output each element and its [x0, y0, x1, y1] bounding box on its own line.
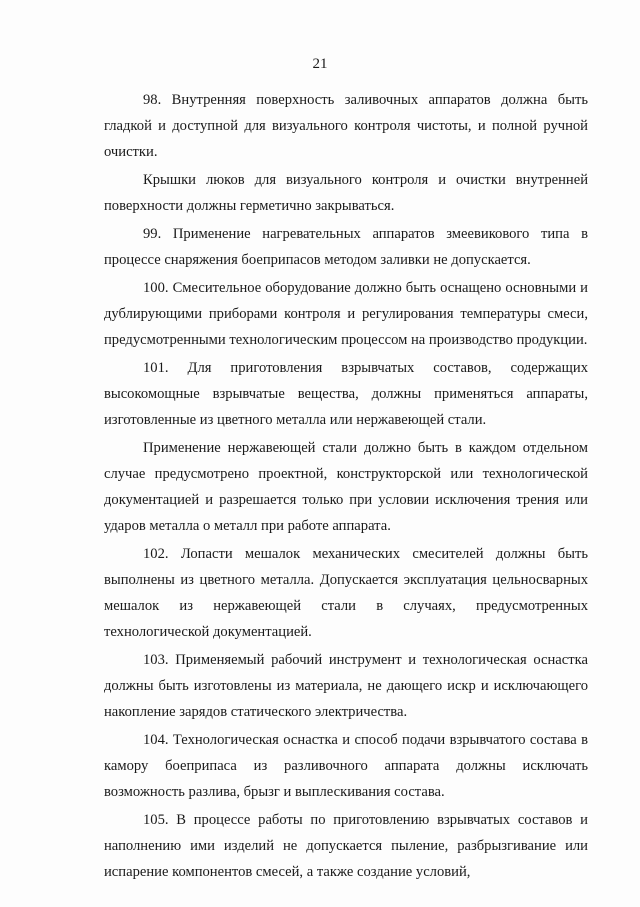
paragraph-104: 104. Технологическая оснастка и способ подачи взрывчатого состава в камору боеприпаса из разливочного аппарата должны исключать возможность разлива, брызг и выплескивания состава.: [104, 732, 588, 800]
paragraph-103: 103. Применяемый рабочий инструмент и технологическая оснастка должны быть изготовлены из материала, не дающего искр и исключающего накопление зарядов статического электричества.: [104, 652, 588, 720]
document-body: [104, 87, 588, 886]
page-number: 21: [312, 56, 328, 72]
paragraph-98-hatches: Крышки люков для визуального контроля и очистки внутренней поверхности должны герметично закрываться.: [104, 172, 588, 214]
paragraph-105: 105. В процессе работы по приготовлению взрывчатых составов и наполнению ими изделий не допускается пыление, разбрызгивание или испарение компонентов смесей, а также создание условий,: [104, 812, 588, 880]
paragraph-101: 101. Для приготовления взрывчатых составов, содержащих высокомощные взрывчатые вещества, должны применяться аппараты, изготовленные из цветного металла или нержавеющей стали.: [104, 360, 588, 428]
paragraph-102: 102. Лопасти мешалок механических смесителей должны быть выполнены из цветного металла. Допускается эксплуатация цельносварных мешалок из нержавеющей стали в случаях, предусмотренных технологической документацией.: [104, 546, 588, 640]
paragraph-98: 98. Внутренняя поверхность заливочных аппаратов должна быть гладкой и доступной для визуального контроля чистоты, и полной ручной очистки.: [104, 92, 588, 160]
paragraph-101-stainless: Применение нержавеющей стали должно быть в каждом отдельном случае предусмотрено проектной, конструкторской или технологической документацией и разрешается только при условии исключения трения или ударов металла о металл при работе аппарата.: [104, 440, 588, 534]
paragraph-100: 100. Смесительное оборудование должно быть оснащено основными и дублирующими приборами контроля и регулирования температуры смеси, предусмотренными технологическим процессом на производство продукции.: [104, 280, 588, 348]
paragraph-99: 99. Применение нагревательных аппаратов змеевикового типа в процессе снаряжения боеприпасов методом заливки не допускается.: [104, 226, 588, 268]
